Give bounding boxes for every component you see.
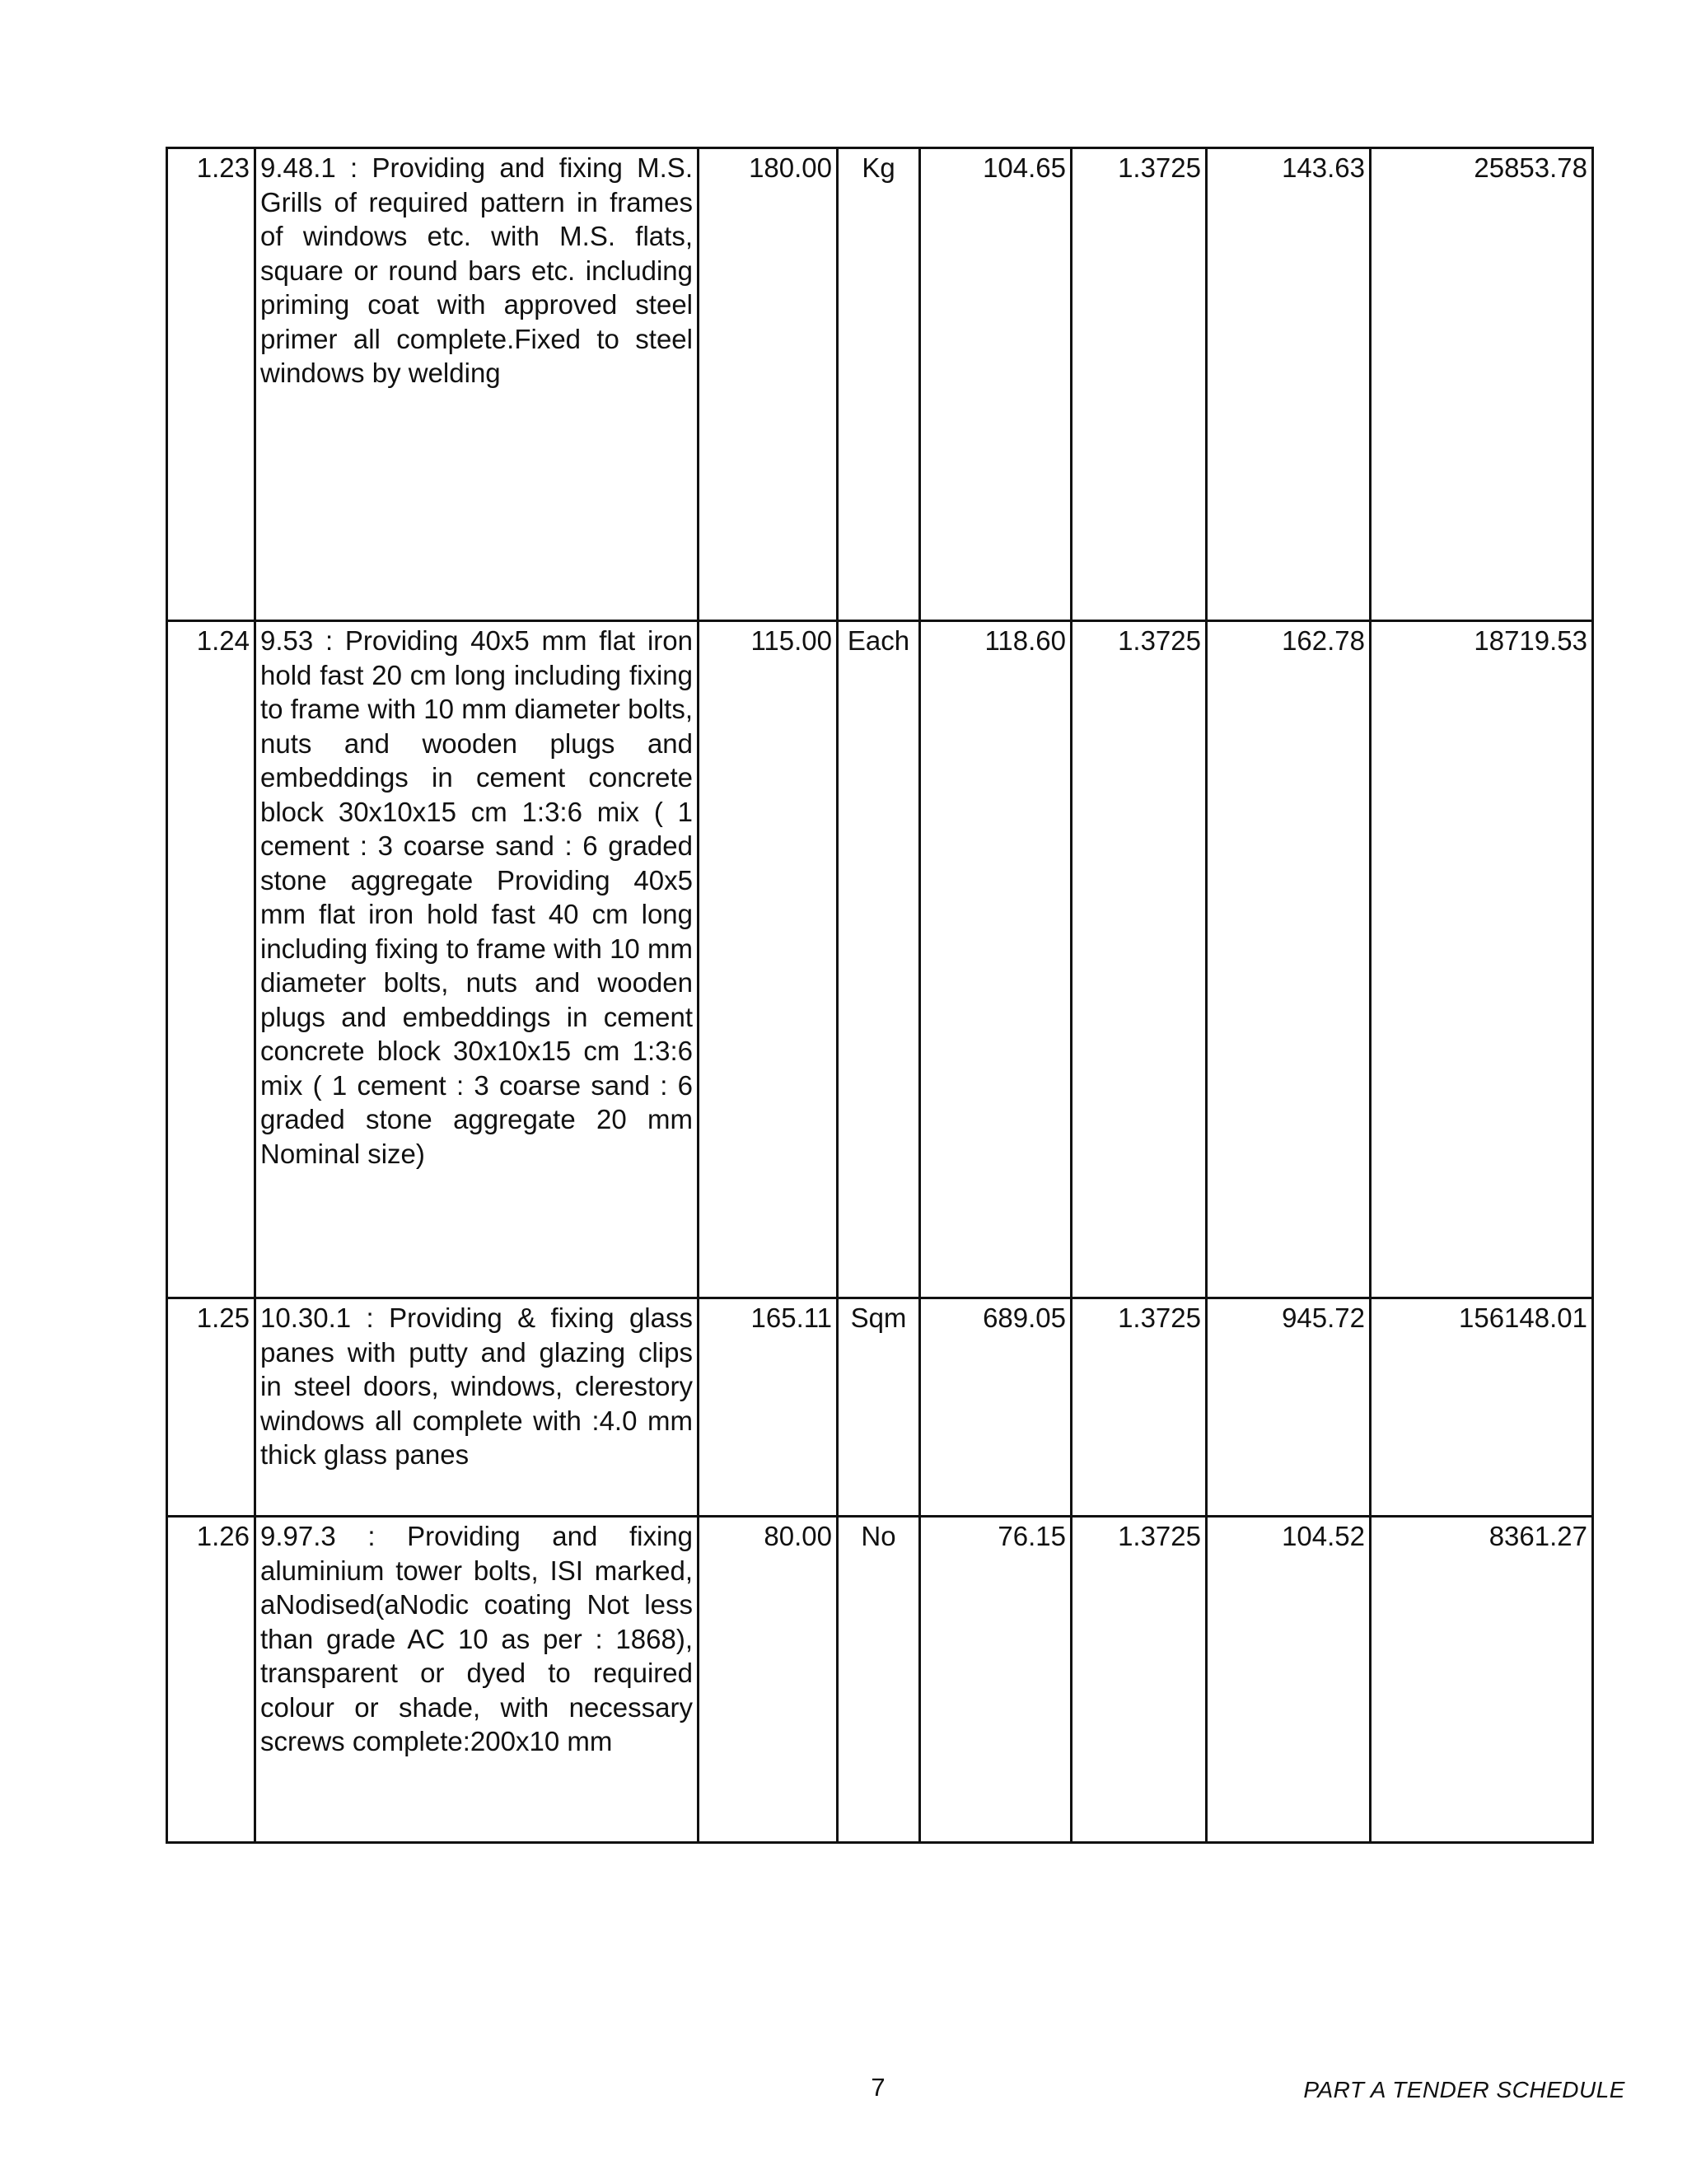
item-number-cell: 1.23 bbox=[167, 148, 255, 621]
factor-cell: 1.3725 bbox=[1072, 1517, 1207, 1843]
quantity-cell: 115.00 bbox=[699, 621, 838, 1298]
amount-cell: 25853.78 bbox=[1371, 148, 1593, 621]
quantity-cell: 80.00 bbox=[699, 1517, 838, 1843]
description-cell: 9.48.1 : Providing and fixing M.S. Grills of required pattern in frames of windows etc. with M.S. flats, square or round bars etc. including priming coat with approved steel primer all complete.Fixed to steel windows by welding bbox=[255, 148, 699, 621]
revised-rate-cell: 945.72 bbox=[1207, 1298, 1371, 1517]
item-number-cell: 1.26 bbox=[167, 1517, 255, 1843]
unit-cell: No bbox=[838, 1517, 920, 1843]
factor-cell: 1.3725 bbox=[1072, 1298, 1207, 1517]
amount-cell: 8361.27 bbox=[1371, 1517, 1593, 1843]
description-cell: 10.30.1 : Providing & fixing glass panes with putty and glazing clips in steel doors, windows, clerestory windows all complete with :4.0 mm thick glass panes bbox=[255, 1298, 699, 1517]
unit-cell: Kg bbox=[838, 148, 920, 621]
revised-rate-cell: 162.78 bbox=[1207, 621, 1371, 1298]
description-cell: 9.53 : Providing 40x5 mm flat iron hold fast 20 cm long including fixing to frame with 10 mm diameter bolts, nuts and wooden plugs and embeddings in cement concrete block 30x10x15 cm 1:3:6 mix ( 1 cement : 3 coarse sand : 6 graded stone aggregate Providing 40x5 mm flat iron hold fast 40 cm long including fixing to frame with 10 mm diameter bolts, nuts and wooden plugs and embeddings in cement concrete block 30x10x15 cm 1:3:6 mix ( 1 cement : 3 coarse sand : 6 graded stone aggregate 20 mm Nominal size) bbox=[255, 621, 699, 1298]
factor-cell: 1.3725 bbox=[1072, 148, 1207, 621]
footer-title: PART A TENDER SCHEDULE bbox=[1303, 2077, 1625, 2102]
rate-cell: 689.05 bbox=[920, 1298, 1072, 1517]
item-number-cell: 1.25 bbox=[167, 1298, 255, 1517]
table-row bbox=[167, 1298, 1593, 1517]
factor-cell: 1.3725 bbox=[1072, 621, 1207, 1298]
amount-cell: 18719.53 bbox=[1371, 621, 1593, 1298]
page-number: 7 bbox=[871, 2073, 886, 2102]
item-number-cell: 1.24 bbox=[167, 621, 255, 1298]
unit-cell: Sqm bbox=[838, 1298, 920, 1517]
unit-cell: Each bbox=[838, 621, 920, 1298]
rate-cell: 76.15 bbox=[920, 1517, 1072, 1843]
rate-cell: 104.65 bbox=[920, 148, 1072, 621]
table-row bbox=[167, 1517, 1593, 1843]
quantity-cell: 180.00 bbox=[699, 148, 838, 621]
table-row bbox=[167, 148, 1593, 621]
revised-rate-cell: 143.63 bbox=[1207, 148, 1371, 621]
table-row bbox=[167, 621, 1593, 1298]
description-cell: 9.97.3 : Providing and fixing aluminium tower bolts, ISI marked, aNodised(aNodic coating Not less than grade AC 10 as per : 1868), transparent or dyed to required colour or shade, with necessary screws complete:200x10 mm bbox=[255, 1517, 699, 1843]
rate-cell: 118.60 bbox=[920, 621, 1072, 1298]
quantity-cell: 165.11 bbox=[699, 1298, 838, 1517]
amount-cell: 156148.01 bbox=[1371, 1298, 1593, 1517]
tender-schedule-table bbox=[166, 147, 1594, 1844]
revised-rate-cell: 104.52 bbox=[1207, 1517, 1371, 1843]
